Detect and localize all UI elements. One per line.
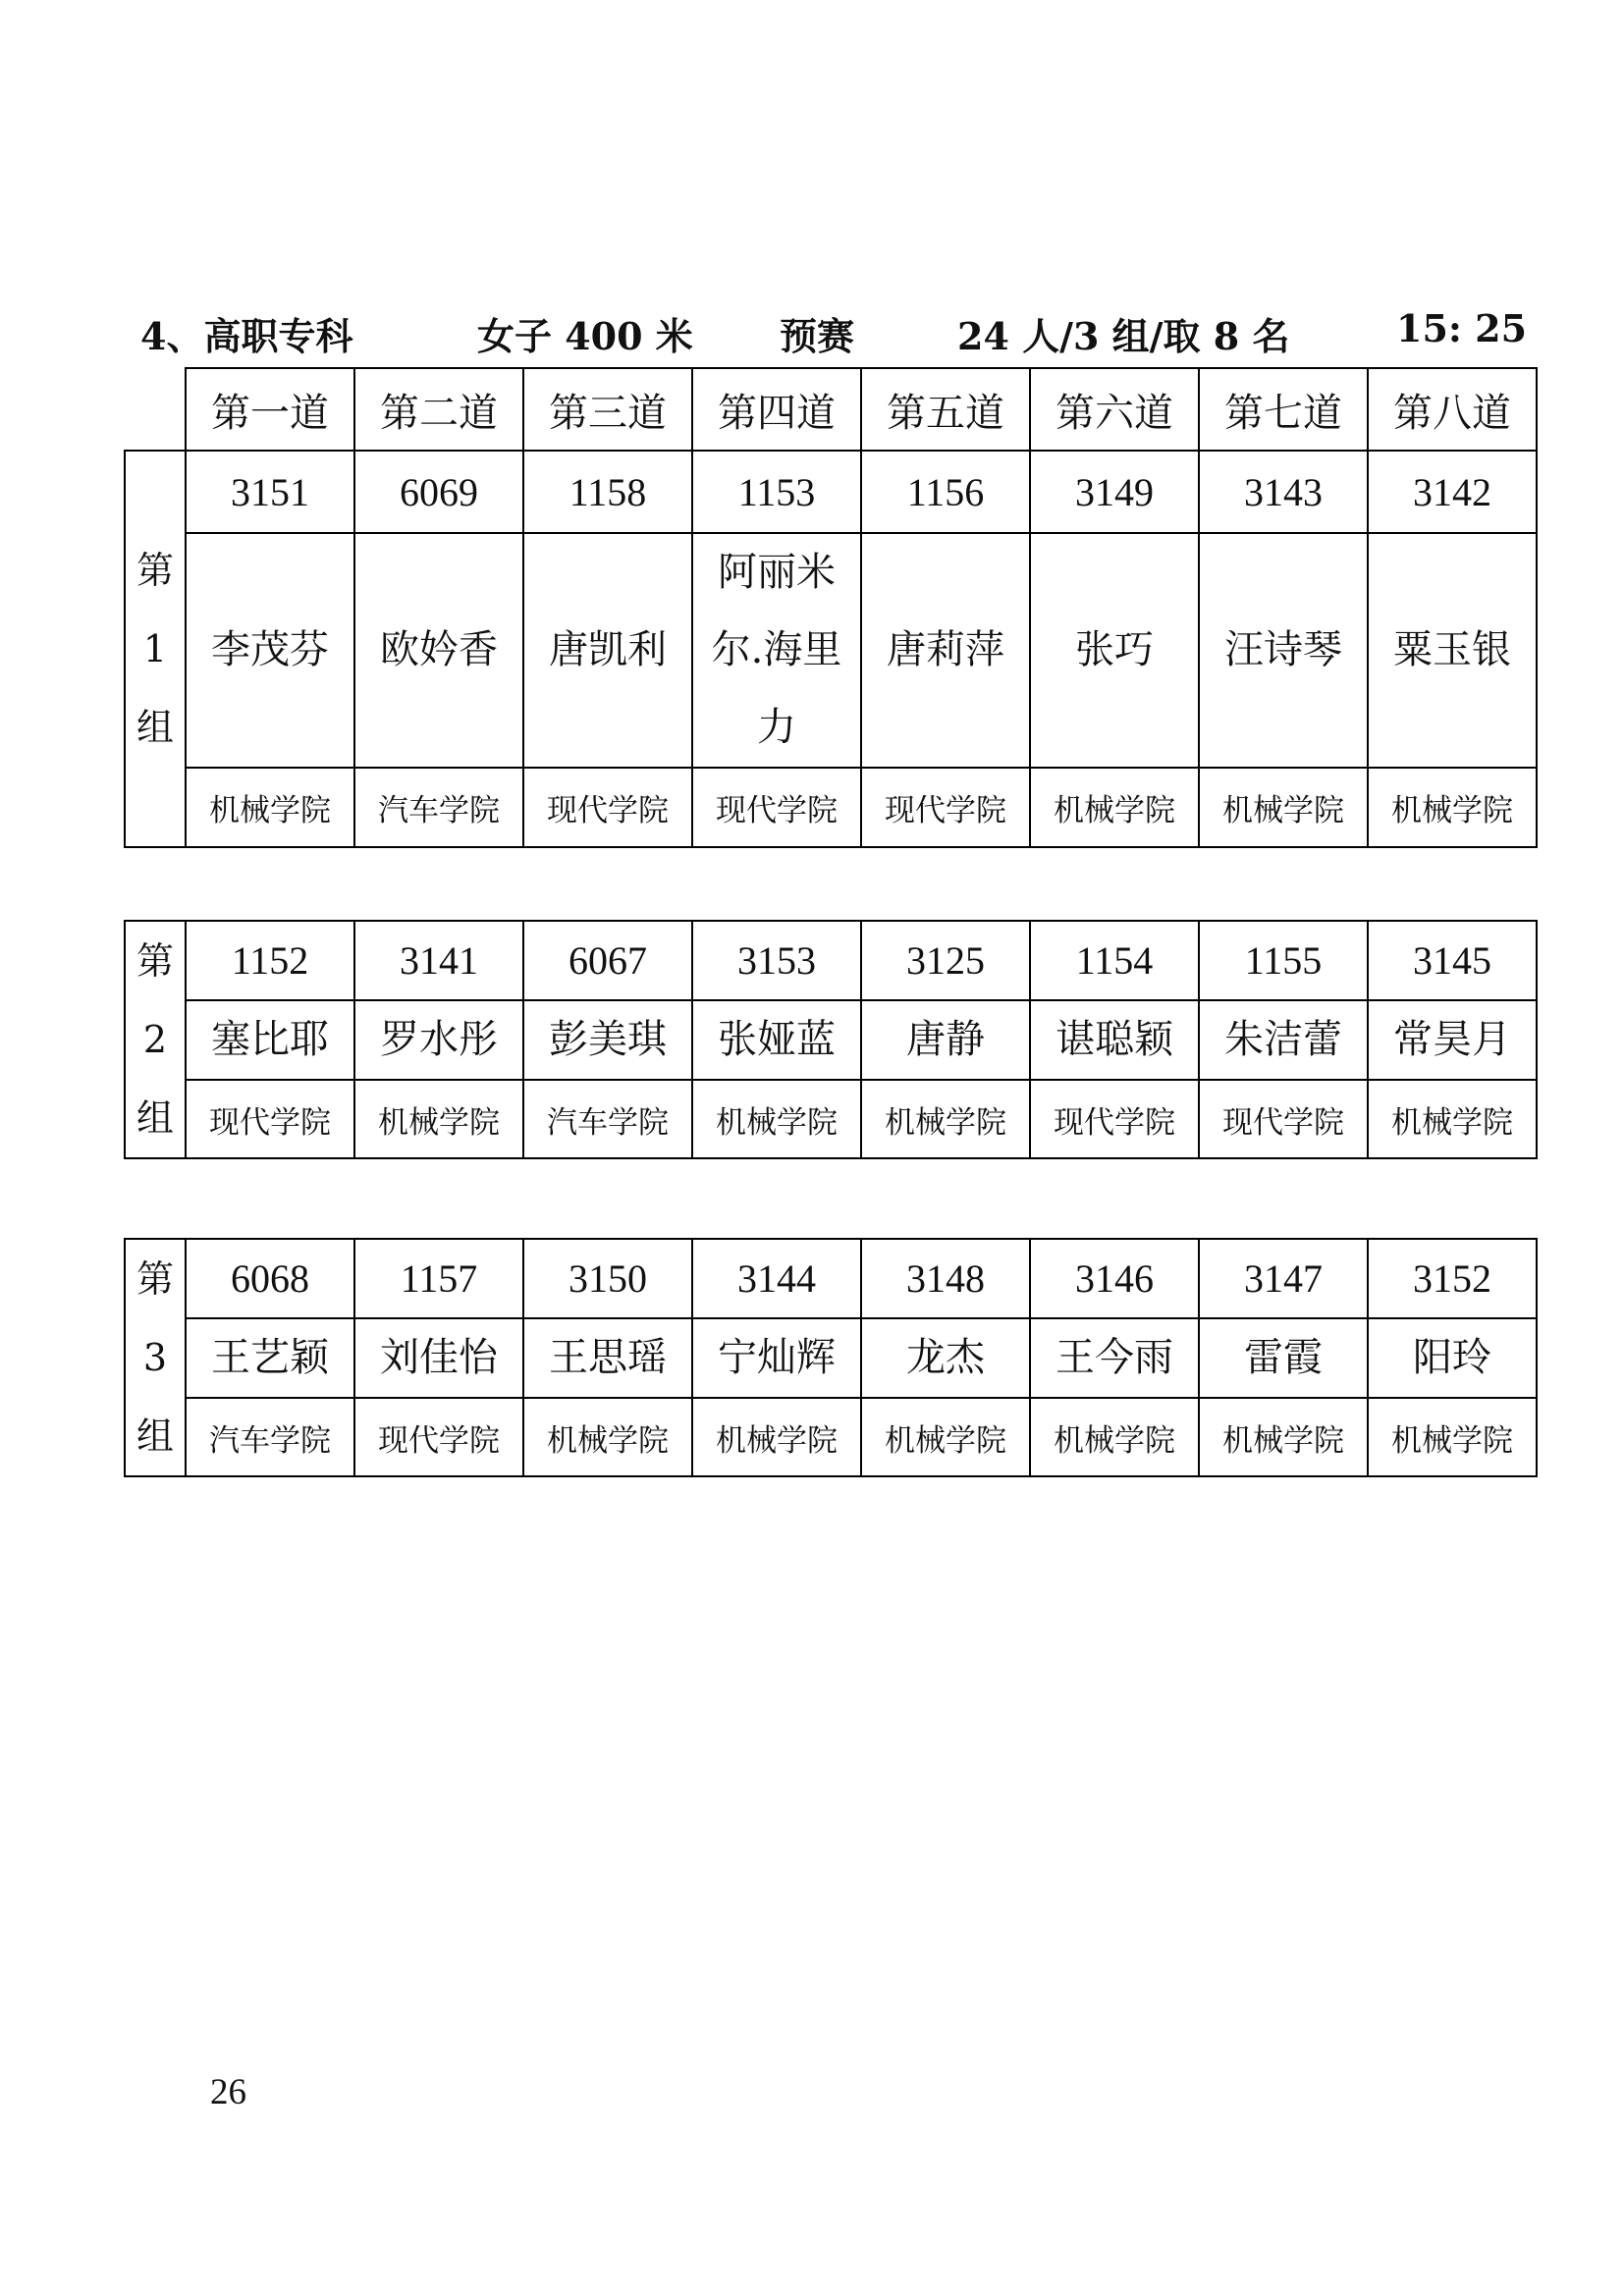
college: 机械学院 xyxy=(523,1398,692,1476)
bib-number: 6067 xyxy=(523,921,692,1000)
event-round: 预赛 xyxy=(780,314,855,358)
lane-header-4: 第四道 xyxy=(692,368,861,451)
lane-header-2: 第二道 xyxy=(354,368,523,451)
bib-number: 3142 xyxy=(1368,451,1537,533)
bib-number: 1157 xyxy=(354,1239,523,1318)
athlete-name: 雷霞 xyxy=(1199,1318,1368,1398)
athlete-name: 唐静 xyxy=(861,1000,1030,1080)
event-title: 4、高职专科 xyxy=(140,314,353,358)
bib-number: 3153 xyxy=(692,921,861,1000)
bib-number: 3151 xyxy=(186,451,354,533)
event-category: 女子 400 米 xyxy=(477,314,693,358)
college: 现代学院 xyxy=(186,1080,354,1158)
college: 机械学院 xyxy=(861,1080,1030,1158)
bib-number: 3149 xyxy=(1030,451,1199,533)
group-1-table xyxy=(124,367,1538,848)
college: 机械学院 xyxy=(1368,768,1537,847)
athlete-name: 汪诗琴 xyxy=(1199,533,1368,768)
college: 机械学院 xyxy=(1030,768,1199,847)
college: 机械学院 xyxy=(1199,1398,1368,1476)
athlete-name: 李茂芬 xyxy=(186,533,354,768)
college: 现代学院 xyxy=(523,768,692,847)
college: 机械学院 xyxy=(354,1080,523,1158)
college: 现代学院 xyxy=(692,768,861,847)
bib-number: 3144 xyxy=(692,1239,861,1318)
college: 汽车学院 xyxy=(354,768,523,847)
college: 机械学院 xyxy=(1030,1398,1199,1476)
college: 机械学院 xyxy=(186,768,354,847)
athlete-name: 罗水彤 xyxy=(354,1000,523,1080)
group-3-table xyxy=(124,1238,1538,1477)
bib-number: 1154 xyxy=(1030,921,1199,1000)
athlete-name: 欧妗香 xyxy=(354,533,523,768)
athlete-name: 谌聪颖 xyxy=(1030,1000,1199,1080)
group-label: 第 2 组 xyxy=(125,921,186,1158)
athlete-name: 张巧 xyxy=(1030,533,1199,768)
athlete-name: 宁灿辉 xyxy=(692,1318,861,1398)
bib-number: 6069 xyxy=(354,451,523,533)
lane-header-5: 第五道 xyxy=(861,368,1030,451)
athlete-name: 粟玉银 xyxy=(1368,533,1537,768)
group-label: 第 1 组 xyxy=(125,451,186,847)
lane-header-1: 第一道 xyxy=(186,368,354,451)
college: 机械学院 xyxy=(1199,768,1368,847)
event-format: 24 人/3 组/取 8 名 xyxy=(957,314,1290,358)
bib-number: 3145 xyxy=(1368,921,1537,1000)
college: 机械学院 xyxy=(861,1398,1030,1476)
college: 机械学院 xyxy=(1368,1080,1537,1158)
bib-number: 3146 xyxy=(1030,1239,1199,1318)
event-heading xyxy=(140,306,1528,365)
athlete-name: 唐凯利 xyxy=(523,533,692,768)
bib-number: 1155 xyxy=(1199,921,1368,1000)
bib-number: 3141 xyxy=(354,921,523,1000)
bib-number: 3143 xyxy=(1199,451,1368,533)
athlete-name: 塞比耶 xyxy=(186,1000,354,1080)
corner-blank xyxy=(125,368,186,451)
lane-header-7: 第七道 xyxy=(1199,368,1368,451)
college: 汽车学院 xyxy=(523,1080,692,1158)
bib-number: 3148 xyxy=(861,1239,1030,1318)
college: 机械学院 xyxy=(692,1398,861,1476)
bib-number: 3147 xyxy=(1199,1239,1368,1318)
bib-number: 1152 xyxy=(186,921,354,1000)
college: 机械学院 xyxy=(1368,1398,1537,1476)
bib-number: 6068 xyxy=(186,1239,354,1318)
college: 现代学院 xyxy=(354,1398,523,1476)
athlete-name: 常昊月 xyxy=(1368,1000,1537,1080)
bib-number: 1153 xyxy=(692,451,861,533)
page-number: 26 xyxy=(210,2072,246,2112)
athlete-name: 彭美琪 xyxy=(523,1000,692,1080)
athlete-name: 王思瑶 xyxy=(523,1318,692,1398)
lane-header-6: 第六道 xyxy=(1030,368,1199,451)
college: 汽车学院 xyxy=(186,1398,354,1476)
athlete-name: 阳玲 xyxy=(1368,1318,1537,1398)
athlete-name: 朱洁蕾 xyxy=(1199,1000,1368,1080)
bib-number: 3150 xyxy=(523,1239,692,1318)
athlete-name: 阿丽米尔.海里力 xyxy=(692,533,861,768)
group-2-table xyxy=(124,920,1538,1159)
college: 现代学院 xyxy=(861,768,1030,847)
lane-header-8: 第八道 xyxy=(1368,368,1537,451)
college: 现代学院 xyxy=(1199,1080,1368,1158)
athlete-name: 龙杰 xyxy=(861,1318,1030,1398)
bib-number: 3125 xyxy=(861,921,1030,1000)
college: 现代学院 xyxy=(1030,1080,1199,1158)
bib-number: 1158 xyxy=(523,451,692,533)
lane-header-3: 第三道 xyxy=(523,368,692,451)
group-label: 第 3 组 xyxy=(125,1239,186,1476)
athlete-name: 王艺颖 xyxy=(186,1318,354,1398)
athlete-name: 唐莉萍 xyxy=(861,533,1030,768)
athlete-name: 张娅蓝 xyxy=(692,1000,861,1080)
athlete-name: 刘佳怡 xyxy=(354,1318,523,1398)
athlete-name: 王今雨 xyxy=(1030,1318,1199,1398)
event-time: 15: 25 xyxy=(1396,306,1528,350)
college: 机械学院 xyxy=(692,1080,861,1158)
bib-number: 3152 xyxy=(1368,1239,1537,1318)
bib-number: 1156 xyxy=(861,451,1030,533)
